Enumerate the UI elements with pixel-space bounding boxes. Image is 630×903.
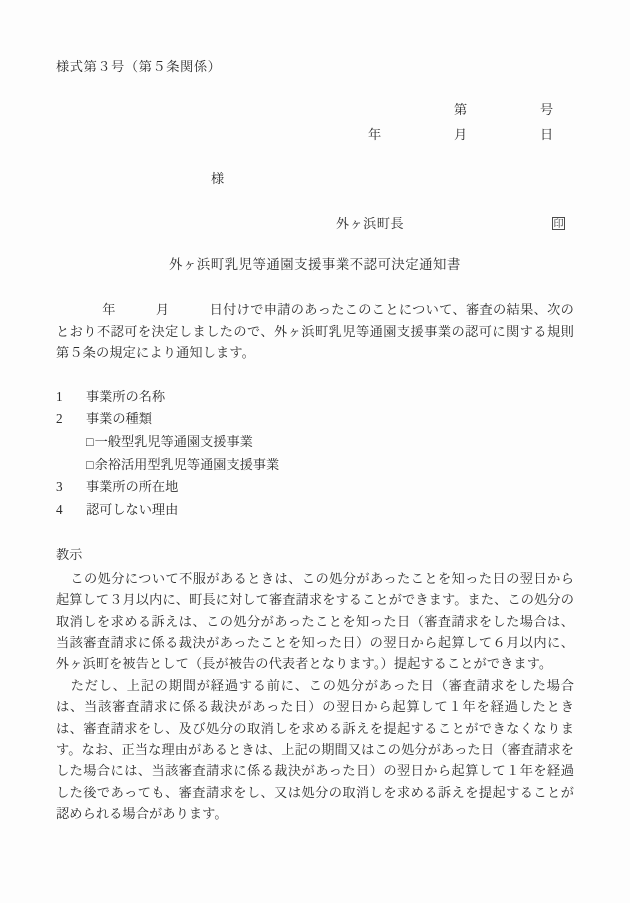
issuer-line [336,217,574,230]
list-item [56,476,574,499]
date-day-label: 日 [540,127,554,143]
body-date-month: 月 [155,302,170,318]
checkbox-label: 余裕活用型乳児等通園支援事業 [94,456,280,472]
item-number: 1 [56,388,63,404]
checkbox-option[interactable] [86,431,574,454]
item-label: 認可しない理由 [86,502,179,518]
item-label: 事業所の所在地 [86,479,179,495]
date-year-label: 年 [368,127,382,143]
checkbox-icon[interactable]: □ [86,434,94,449]
seal-mark-icon: 印 [553,218,564,230]
document-number-suffix: 号 [540,102,554,118]
checkbox-option[interactable] [86,454,574,477]
item-number: 3 [56,479,63,495]
notice-paragraph-text: この処分について不服があるときは、この処分があったことを知った日の翌日から起算して３月以内に、町長に対して審査請求をすることができます。また、この処分の取消しを求める訴えは、この処分があったことを知った日（審査請求をした場合は、当該審査請求に係る裁決があったことを知った日）の翌日から起算して６月以内に、外ヶ浜町を被告として（長が被告の代表者となります。）提起することができます。 [56,570,574,672]
document-title: 外ヶ浜町乳児等通園支援事業不認可決定通知書 [169,257,461,273]
document-content [56,0,574,824]
item-list [56,386,574,522]
item-number: 2 [56,411,63,427]
document-date-row [56,128,574,141]
body-date-year: 年 [102,302,116,318]
notice-paragraph [56,568,574,675]
notice-heading: 教示 [56,546,83,562]
document-number-row [56,103,574,116]
reference-block [56,103,574,141]
date-month-label: 月 [454,127,468,143]
body-paragraph [56,299,574,363]
checkbox-label: 一般型乳児等通園支援事業 [94,433,253,449]
checkbox-icon[interactable]: □ [86,457,94,472]
list-item [56,499,574,522]
notice-paragraph-text: ただし、上記の期間が経過する前に、この処分があった日（審査請求をした場合は、当該審査請求に係る裁決があった日）の翌日から起算して１年を経過したときは、審査請求をし、及び処分の取消しを求める訴えを提起することができなくなります。なお、正当な理由があるときは、上記の期間又はこの処分があった日（審査請求をした場合には、当該審査請求に係る裁決があった日）の翌日から起算して１年を経過した後であっても、審査請求をし、又は処分の取消しを求める訴えを提起することが認められる場合があります。 [56,677,574,822]
item-label: 事業の種類 [86,411,152,427]
body-main-text: 日付けで申請のあったこのことについて、審査の結果、次のとおり不認可を決定しましたので、外ヶ浜町乳児等通園支援事業の認可に関する規則第５条の規定により通知します。 [56,302,574,361]
notice-paragraph [56,675,574,825]
issuer-name: 外ヶ浜町長 [336,215,404,231]
list-item [56,386,574,409]
item-number: 4 [56,502,63,518]
item-label: 事業所の名称 [86,388,166,404]
list-item [56,408,574,431]
addressee-line: 様 [211,170,225,186]
form-number: 様式第３号（第５条関係） [56,59,222,74]
document-number-prefix: 第 [454,102,468,118]
